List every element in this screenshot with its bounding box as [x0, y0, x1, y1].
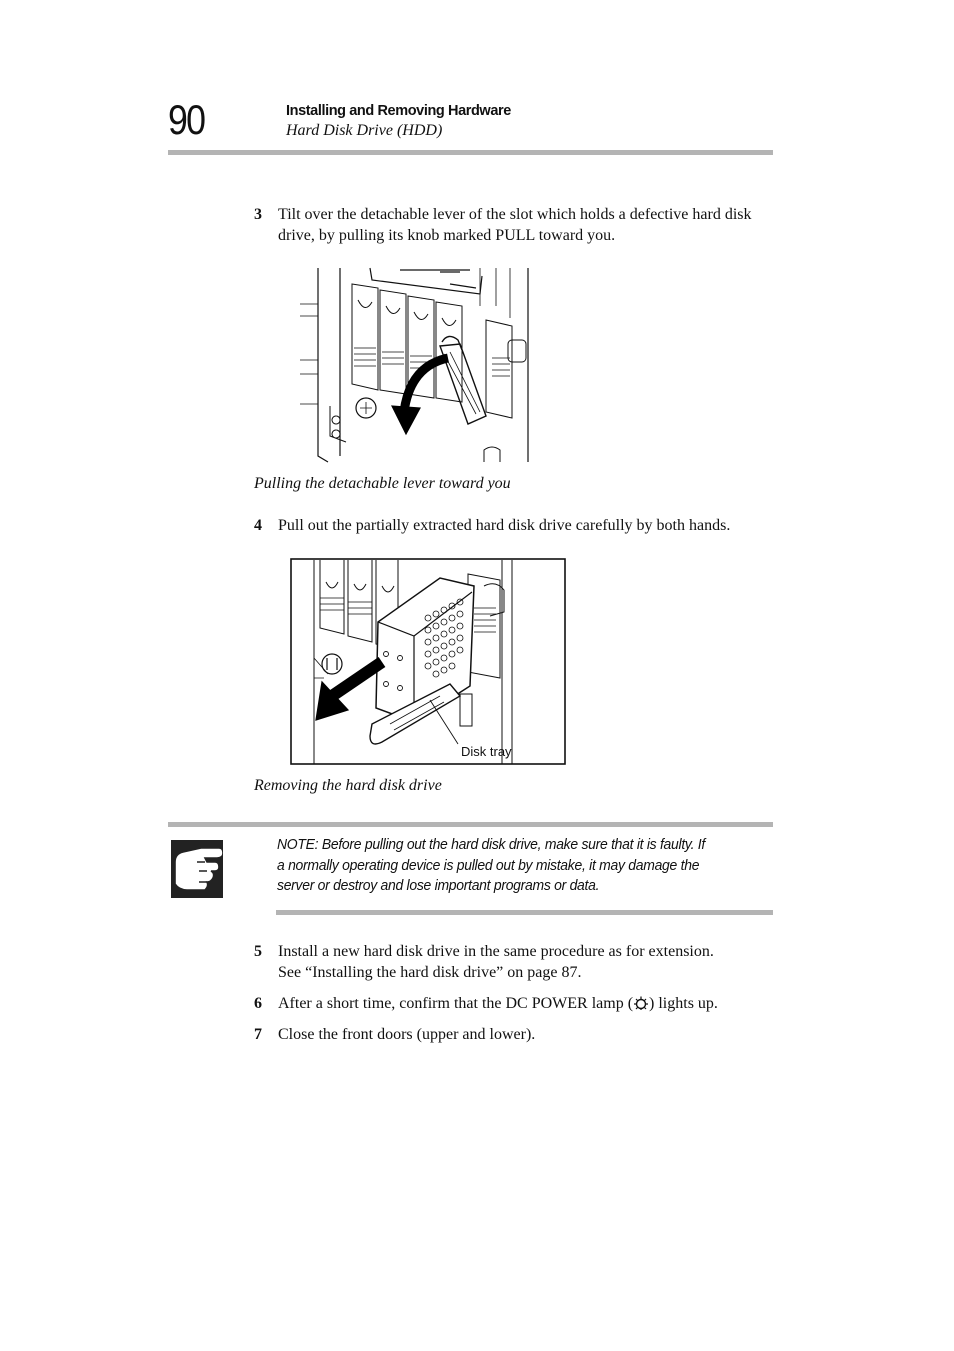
chapter-title: Installing and Removing Hardware: [286, 103, 511, 119]
step-text-line1: Install a new hard disk drive in the same procedure as for extension.: [278, 943, 714, 960]
header-rule: [168, 150, 773, 155]
figure-caption: Removing the hard disk drive: [254, 777, 442, 794]
step-5: [254, 941, 769, 983]
dc-power-lamp-icon: [633, 996, 649, 1010]
step-text: [278, 993, 769, 1014]
step-text-before: After a short time, confirm that the DC POWER lamp (: [278, 995, 634, 1012]
step-7: [254, 1024, 769, 1045]
step-number: 6: [254, 995, 262, 1012]
note-rule-bottom: [276, 910, 773, 915]
disk-removal-illustration: [290, 558, 566, 765]
step-text-after: ) lights up.: [649, 995, 718, 1012]
step-6: [254, 993, 769, 1014]
step-3: [254, 204, 769, 246]
note-text: NOTE: Before pulling out the hard disk drive, make sure that it is faulty. If a normally operating device is pulled out by mistake, it may damage the server or destroy and lose important programs or data.: [277, 836, 705, 894]
step-text: Pull out the partially extracted hard disk drive carefully by both hands.: [278, 517, 731, 534]
page-number: 90: [168, 96, 205, 143]
lever-illustration: [300, 266, 532, 464]
step-number: 7: [254, 1026, 262, 1043]
step-number: 5: [254, 943, 262, 960]
section-title: Hard Disk Drive (HDD): [286, 122, 443, 139]
step-text: Tilt over the detachable lever of the slot which holds a defective hard disk drive, by pulling its knob marked PULL toward you.: [278, 206, 752, 244]
figure-caption: Pulling the detachable lever toward you: [254, 475, 511, 492]
step-number: 4: [254, 517, 262, 534]
step-text-line2: See “Installing the hard disk drive” on page 87.: [278, 964, 582, 981]
pointing-hand-icon: [171, 840, 223, 898]
step-text: Close the front doors (upper and lower).: [278, 1026, 536, 1043]
note-rule-top: [168, 822, 773, 827]
step-number: 3: [254, 206, 262, 223]
disk-tray-label: Disk tray: [461, 744, 512, 759]
step-4: [254, 515, 769, 536]
